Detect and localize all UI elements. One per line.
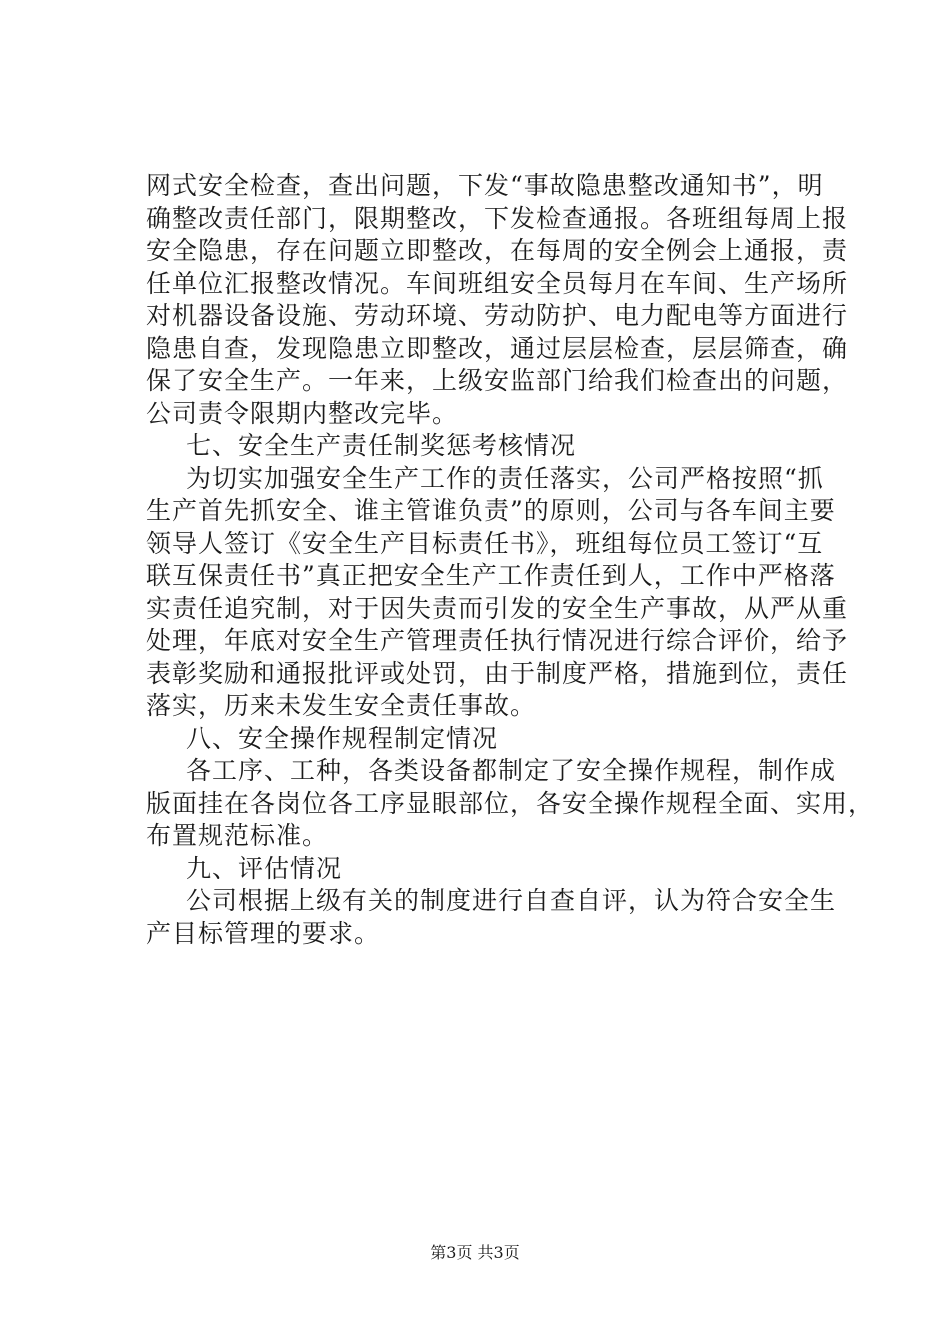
text-line: 各工序、工种，各类设备都制定了安全操作规程，制作成 bbox=[186, 756, 837, 785]
section-heading-8: 八、安全操作规程制定情况 bbox=[186, 723, 499, 753]
section-heading-7: 七、安全生产责任制奖惩考核情况 bbox=[186, 431, 577, 460]
text-line: 联互保责任书”真正把安全生产工作责任到人，工作中严格落 bbox=[146, 561, 836, 590]
text-line: 落实，历来未发生安全责任事故。 bbox=[146, 691, 537, 720]
text-line: 实责任追究制，对于因失责而引发的安全生产事故，从严从重 bbox=[146, 593, 849, 623]
text-line: 为切实加强安全生产工作的责任落实，公司严格按照“抓 bbox=[186, 463, 824, 493]
text-line: 公司根据上级有关的制度进行自查自评，认为符合安全生 bbox=[186, 886, 837, 915]
text-line: 处理，年底对安全生产管理责任执行情况进行综合评价，给予 bbox=[146, 626, 849, 655]
text-line: 网式安全检查，查出问题，下发“事故隐患整改通知书”，明 bbox=[146, 171, 824, 200]
text-line: 生产首先抓安全、谁主管谁负责”的原则，公司与各车间主要 bbox=[146, 496, 836, 525]
page-number: 第3页 共3页 bbox=[430, 1243, 520, 1262]
text-line: 对机器设备设施、劳动环境、劳动防护、电力配电等方面进行 bbox=[146, 301, 849, 330]
text-line: 隐患自查，发现隐患立即整改，通过层层检查，层层筛查，确 bbox=[146, 333, 849, 363]
text-line: 确整改责任部门，限期整改，下发检查通报。各班组每周上报 bbox=[146, 203, 849, 233]
text-line: 产目标管理的要求。 bbox=[146, 918, 381, 948]
text-line: 版面挂在各岗位各工序显眼部位，各安全操作规程全面、实用， bbox=[146, 788, 875, 818]
text-line: 任单位汇报整改情况。车间班组安全员每月在车间、生产场所 bbox=[146, 268, 849, 298]
section-heading-9: 九、评估情况 bbox=[186, 853, 343, 883]
text-line: 布置规范标准。 bbox=[146, 821, 329, 850]
text-line: 领导人签订《安全生产目标责任书》，班组每位员工签订“互 bbox=[146, 528, 824, 558]
body-text bbox=[146, 170, 875, 950]
text-line: 安全隐患，存在问题立即整改，在每周的安全例会上通报，责 bbox=[146, 236, 849, 265]
text-line: 公司责令限期内整改完毕。 bbox=[146, 398, 459, 428]
text-line: 保了安全生产。一年来，上级安监部门给我们检查出的问题， bbox=[146, 366, 849, 395]
page-footer bbox=[0, 1243, 950, 1263]
text-line: 表彰奖励和通报批评或处罚，由于制度严格，措施到位，责任 bbox=[146, 658, 849, 688]
